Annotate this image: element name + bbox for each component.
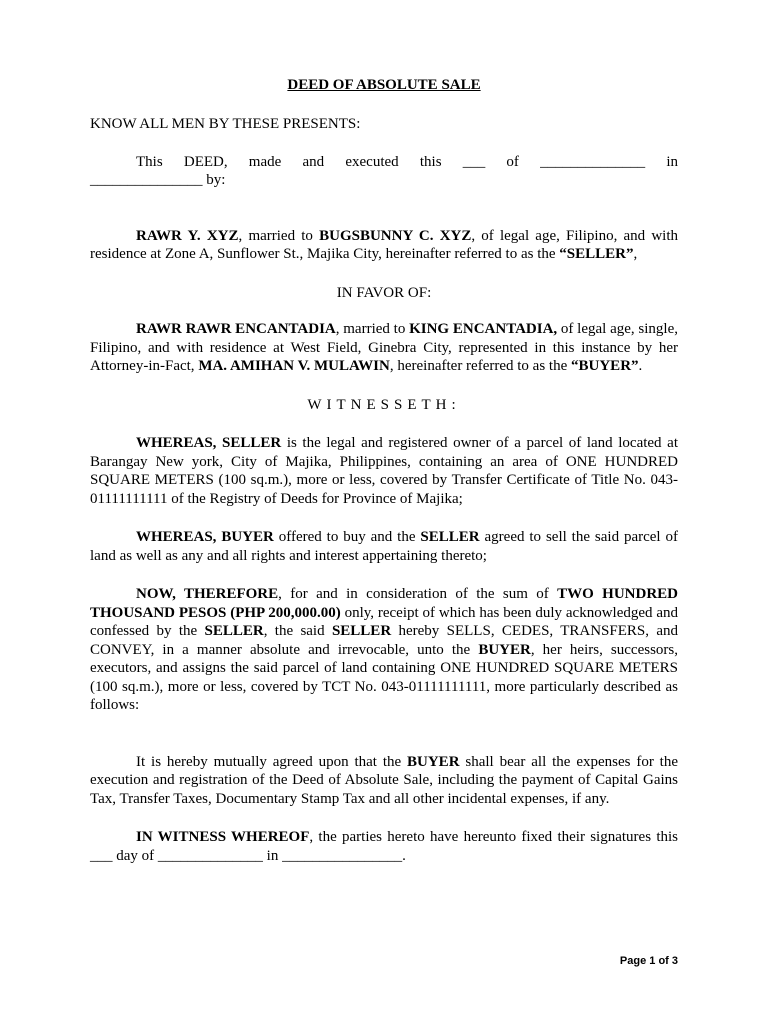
witnesseth-heading: WITNESSETH:	[307, 396, 461, 413]
seller-role: “SELLER”	[559, 246, 634, 262]
seller-name: RAWR Y. XYZ	[136, 227, 239, 244]
buyer-role: “BUYER”	[571, 358, 639, 374]
document-title: DEED OF ABSOLUTE SALE	[287, 77, 481, 93]
whereas-buyer-paragraph: WHEREAS, BUYER offered to buy and the SELLER agreed to sell the said parcel of land as well as any and all rights and interest appertaining thereto;	[90, 529, 678, 564]
page-number: Page 1 of 3	[619, 955, 678, 967]
consideration-amount: TWO HUNDRED THOUSAND PESOS (PHP 200,000.00)	[90, 586, 678, 621]
in-witness-paragraph: IN WITNESS WHEREOF, the parties hereto have hereunto fixed their signatures this ___ day of ______________ in ________________.	[90, 829, 678, 864]
in-favor-of-heading: IN FAVOR OF:	[336, 284, 432, 301]
whereas-owner-paragraph: WHEREAS, SELLER is the legal and registered owner of a parcel of land located at Barangay New york, City of Majika, Philippines, containing an area of ONE HUNDRED SQUARE METERS (100 sq.m.), more or less, covered by Transfer Certificate of Title No. 043-01111111111 of the Registry of Deeds for Province of Majika;	[90, 435, 678, 507]
deed-made-line: This DEED, made and executed this ___ of ______________ in	[136, 153, 678, 170]
buyer-paragraph: RAWR RAWR ENCANTADIA, married to KING ENCANTADIA, of legal age, single, Filipino, and with residence at West Field, Ginebra City, represented in this instance by her Attorney-in-Fact, MA. AMIHAN V. MULAWIN, hereinafter referred to as the “BUYER”.	[90, 321, 678, 374]
buyer-spouse: KING ENCANTADIA,	[409, 321, 558, 337]
now-therefore-paragraph: NOW, THEREFORE, for and in consideration of the sum of TWO HUNDRED THOUSAND PESOS (PHP 200,000.00) only, receipt of which has been duly acknowledged and confessed by the SELLER, the said SELLER hereby SELLS, CEDES, TRANSFERS, and CONVEY, in a manner absolute and irrevocable, unto the BUYER, her heirs, successors, executors, and assigns the said parcel of land containing ONE HUNDRED SQUARE METERS (100 sq.m.), more or less, covered by TCT No. 043-01111111111, more particularly described as follows:	[90, 586, 679, 713]
buyer-name: RAWR RAWR ENCANTADIA	[136, 321, 336, 337]
know-all-men-line: KNOW ALL MEN BY THESE PRESENTS:	[90, 116, 361, 132]
deed-made-line-2: _______________ by:	[90, 172, 226, 188]
seller-spouse: BUGSBUNNY C. XYZ	[319, 227, 472, 244]
expenses-agreement-paragraph: It is hereby mutually agreed upon that the BUYER shall bear all the expenses for the execution and registration of the Deed of Absolute Sale, including the payment of Capital Gains Tax, Transfer Taxes, Documentary Stamp Tax and all other incidental expenses, if any.	[90, 753, 679, 807]
attorney-in-fact-name: MA. AMIHAN V. MULAWIN	[198, 358, 390, 374]
document-body	[90, 76, 678, 865]
seller-paragraph: RAWR Y. XYZ, married to BUGSBUNNY C. XYZ, of legal age, Filipino, and with residence at Zone A, Sunflower St., Majika City, hereinafter referred to as the “SELLER”,	[90, 227, 678, 262]
